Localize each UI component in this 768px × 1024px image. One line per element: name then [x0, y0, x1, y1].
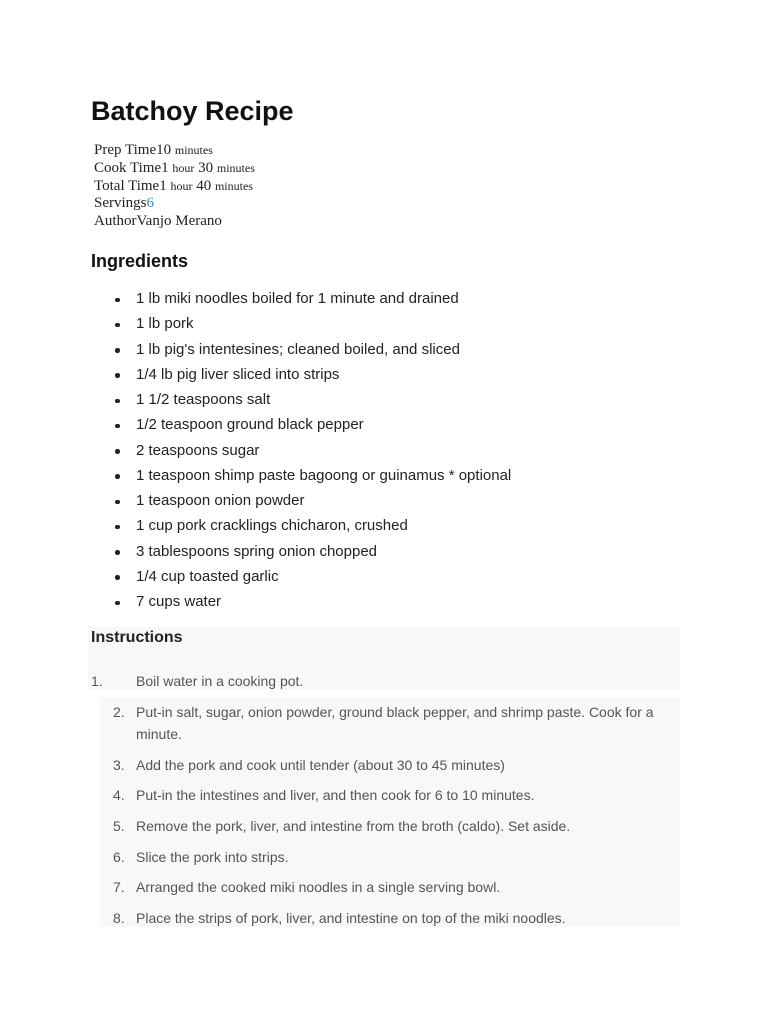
total-time-label: Total Time — [94, 177, 160, 194]
step-number: 5. — [113, 818, 125, 835]
step-number: 8. — [113, 909, 125, 926]
servings-label: Servings — [94, 195, 147, 212]
ingredient-item — [91, 488, 511, 513]
bullet-icon — [115, 550, 120, 555]
ingredient-item — [91, 362, 511, 387]
ingredient-text: 1/4 cup toasted garlic — [136, 567, 279, 585]
prep-time-minutes-unit: minutes — [174, 143, 213, 157]
ingredient-text: 1 lb pork — [136, 315, 194, 333]
recipe-title: Batchoy Recipe — [91, 96, 294, 126]
instruction-step — [100, 903, 680, 934]
step-text: Remove the pork, liver, and intestine from the broth (caldo). Set aside. — [136, 818, 571, 835]
bullet-icon — [115, 424, 120, 429]
instruction-step — [88, 670, 680, 692]
bullet-icon — [115, 298, 120, 303]
total-time-hours-unit: hour — [170, 178, 193, 193]
ingredient-text: 1 teaspoon shimp paste bagoong or guinamus * optional — [136, 466, 512, 484]
step-text: Put-in salt, sugar, onion powder, ground black pepper, and shrimp paste. Cook for a minute. — [136, 704, 654, 743]
ingredient-text: 1 1/2 teaspoons salt — [136, 391, 271, 408]
ingredient-text: 7 cups water — [136, 593, 222, 610]
bullet-icon — [115, 449, 120, 454]
instructions-header-box — [88, 627, 680, 690]
ingredient-text: 1 teaspoon onion powder — [136, 492, 305, 509]
instruction-step — [100, 750, 680, 781]
prep-time-minutes: 10 — [156, 142, 172, 158]
bullet-icon — [115, 525, 120, 530]
step-number: 2. — [113, 704, 125, 721]
cook-time — [94, 160, 255, 178]
bullet-icon — [115, 323, 120, 328]
step-number: 7. — [113, 879, 125, 896]
bullet-icon — [115, 348, 120, 353]
instruction-step — [100, 841, 680, 872]
ingredient-item — [91, 286, 511, 311]
instructions-heading: Instructions — [91, 629, 183, 646]
step-text: Place the strips of pork, liver, and intestine on top of the miki noodles. — [136, 909, 566, 926]
ingredient-item — [91, 564, 511, 589]
step-text: Boil water in a cooking pot. — [136, 673, 304, 689]
ingredient-item — [91, 438, 511, 463]
total-time-minutes-unit: minutes — [214, 178, 253, 193]
ingredient-text: 1/2 teaspoon ground black pepper — [136, 416, 364, 434]
ingredient-item — [91, 337, 511, 362]
ingredient-item — [91, 412, 511, 437]
bullet-icon — [115, 500, 120, 505]
prep-time-label: Prep Time — [94, 142, 157, 158]
servings — [94, 195, 255, 213]
ingredient-text: 1/4 lb pig liver sliced into strips — [136, 365, 340, 383]
step-text: Slice the pork into strips. — [136, 848, 289, 865]
author-label: Author — [94, 213, 137, 229]
ingredient-item — [91, 539, 511, 564]
instruction-step — [100, 811, 680, 842]
cook-time-hours-unit: hour — [172, 160, 195, 175]
total-time — [94, 178, 255, 196]
instruction-step — [100, 872, 680, 903]
total-time-minutes: 40 — [196, 177, 212, 194]
cook-time-hours: 1 — [161, 159, 169, 176]
step-number: 1. — [91, 673, 103, 689]
bullet-icon — [115, 474, 120, 479]
step-number: 3. — [113, 756, 125, 773]
cook-time-label: Cook Time — [94, 159, 162, 176]
ingredient-item — [91, 463, 511, 488]
ingredients-heading: Ingredients — [91, 251, 189, 271]
prep-time — [94, 142, 255, 160]
author-name: Vanjo Merano — [136, 213, 222, 229]
step-text: Put-in the intestines and liver, and then cook for 6 to 10 minutes. — [136, 787, 535, 804]
author — [94, 213, 255, 231]
ingredient-text: 1 lb miki noodles boiled for 1 minute and drained — [136, 290, 459, 307]
instruction-step — [100, 697, 680, 750]
servings-value-link[interactable]: 6 — [146, 195, 154, 212]
ingredient-text: 1 lb pig's intentesines; cleaned boiled, and sliced — [136, 340, 460, 358]
recipe-meta — [94, 142, 255, 231]
ingredient-item — [91, 589, 511, 614]
ingredient-text: 1 cup pork cracklings chicharon, crushed — [136, 517, 408, 535]
bullet-icon — [115, 399, 120, 404]
ingredient-text: 3 tablespoons spring onion chopped — [136, 542, 378, 560]
bullet-icon — [115, 373, 120, 378]
ingredient-text: 2 teaspoons sugar — [136, 441, 260, 459]
ingredient-item — [91, 513, 511, 538]
total-time-hours: 1 — [159, 177, 167, 194]
step-number: 4. — [113, 787, 125, 804]
cook-time-minutes: 30 — [198, 159, 214, 176]
ingredients-list — [91, 286, 511, 614]
ingredient-item — [91, 387, 511, 412]
cook-time-minutes-unit: minutes — [216, 160, 255, 175]
step-text: Add the pork and cook until tender (about 30 to 45 minutes) — [136, 756, 505, 773]
bullet-icon — [115, 575, 120, 580]
step-text: Arranged the cooked miki noodles in a single serving bowl. — [136, 879, 501, 896]
instruction-step — [100, 780, 680, 811]
ingredient-item — [91, 311, 511, 336]
instructions-list — [100, 697, 680, 927]
bullet-icon — [115, 601, 120, 606]
step-number: 6. — [113, 848, 125, 865]
